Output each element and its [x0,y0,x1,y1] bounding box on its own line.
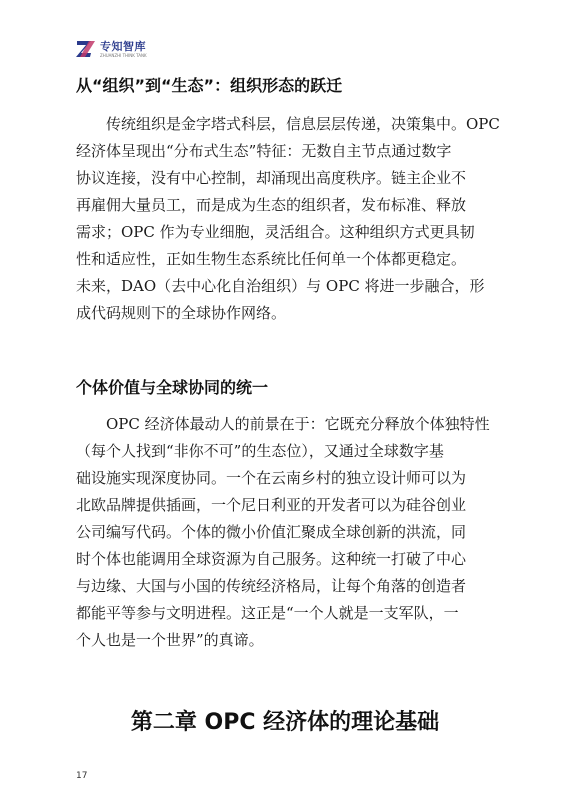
paragraph-line: 传统组织是金字塔式科层，信息层层传递，决策集中。OPC [76,115,500,133]
paragraph-line: 未来，DAO（去中心化自治组织）与 OPC 将进一步融合，形 [76,277,485,295]
paragraph-line: 协议连接，没有中心控制，却涌现出高度秩序。链主企业不 [76,169,467,187]
paragraph-line: OPC 经济体最动人的前景在于：它既充分释放个体独特性 [76,415,490,433]
section-heading-individual-value: 个体价值与全球协同的统一 [76,378,269,397]
paragraph-line: 公司编写代码。个体的微小价值汇聚成全球创新的洪流，同 [76,523,467,541]
chapter-title: 第二章 OPC 经济体的理论基础 [130,710,440,735]
paragraph-line: 经济体呈现出“分布式生态”特征：无数自主节点通过数字 [76,142,452,160]
paragraph-line: 成代码规则下的全球协作网络。 [76,304,287,322]
paragraph-line: 需求；OPC 作为专业细胞，灵活组合。这种组织方式更具韧 [76,223,475,241]
section-heading-organization: 从“组织”到“生态”：组织形态的跃迁 [76,76,343,95]
paragraph-line: 性和适应性，正如生物生态系统比任何单一个体都更稳定。 [76,250,467,268]
brand-subtitle: ZHUANZHI THINK TANK [100,53,147,58]
paragraph-line: （每个人找到“非你不可”的生态位），又通过全球数字基 [76,442,444,460]
paragraph-line: 个人也是一个世界”的真谛。 [76,631,264,649]
brand-name: 专知智库 [100,40,146,53]
paragraph-line: 北欧品牌提供插画，一个尼日利亚的开发者可以为硅谷创业 [76,496,467,514]
zhuanzhi-logo-icon [76,40,96,58]
paragraph-line: 础设施实现深度协同。一个在云南乡村的独立设计师可以为 [76,469,467,487]
paragraph-organization [76,111,500,327]
paragraph-line: 都能平等参与文明进程。这正是“一个人就是一支军队，一 [76,604,459,622]
brand-header [76,40,147,59]
paragraph-line: 与边缘、大国与小国的传统经济格局，让每个角落的创造者 [76,577,467,595]
paragraph-line: 再雇佣大量员工，而是成为生态的组织者，发布标准、释放 [76,196,467,214]
brand-text [100,40,147,59]
paragraph-individual-value [76,411,496,654]
page-number: 17 [76,771,88,781]
paragraph-line: 时个体也能调用全球资源为自己服务。这种统一打破了中心 [76,550,467,568]
